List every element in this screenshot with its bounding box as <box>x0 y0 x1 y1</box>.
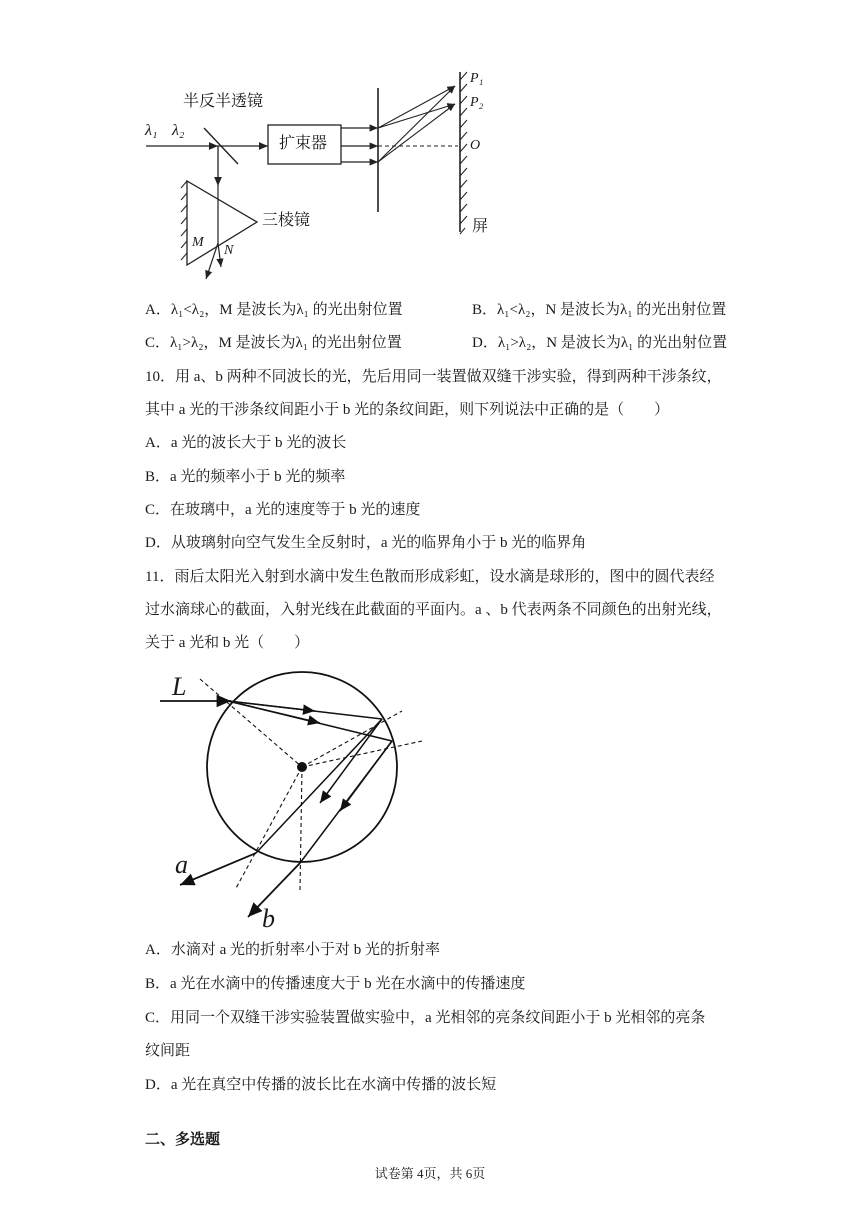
q9-option-a: A．λ₁<λ₂，M 是波长为λ₁ 的光出射位置 <box>145 302 403 318</box>
optical-setup-diagram <box>0 0 860 290</box>
section-title: 二、多选题 <box>145 1132 221 1148</box>
q9-option-c: C．λ₁>λ₂，M 是波长为λ₁ 的光出射位置 <box>145 335 402 351</box>
half-mirror-label: 半反半透镜 <box>183 93 264 110</box>
q11-option-b: B．a 光在水滴中的传播速度大于 b 光在水滴中的传播速度 <box>145 976 526 992</box>
prism-label: 三棱镜 <box>262 212 311 229</box>
q11-option-c-line1: C．用同一个双缝干涉实验装置做实验中，a 光相邻的亮条纹间距小于 b 光相邻的亮条 <box>145 1010 706 1026</box>
raindrop-diagram <box>0 665 860 935</box>
q10-option-a: A．a 光的波长大于 b 光的波长 <box>145 435 347 451</box>
point-m-label: M <box>192 235 204 250</box>
q9-option-d: D．λ₁>λ₂，N 是波长为λ₁ 的光出射位置 <box>472 335 728 351</box>
q11-option-d: D．a 光在真空中传播的波长比在水滴中传播的波长短 <box>145 1077 497 1093</box>
q11-stem-line1: 11．雨后太阳光入射到水滴中发生色散而形成彩虹，设水滴是球形的，图中的圆代表经 <box>145 569 715 585</box>
q10-option-c: C．在玻璃中，a 光的速度等于 b 光的速度 <box>145 502 421 518</box>
q10-option-b: B．a 光的频率小于 b 光的频率 <box>145 469 346 485</box>
lambda1-label: λ₁ <box>145 122 158 139</box>
q11-stem-line2: 过水滴球心的截面，入射光线在此截面的平面内。a 、b 代表两条不同颜色的出射光线， <box>145 602 722 618</box>
q11-stem-line3: 关于 a 光和 b 光（ ） <box>145 635 310 651</box>
figure-raindrop <box>0 665 860 935</box>
screen-label: 屏 <box>472 218 489 235</box>
p2-label: P₂ <box>470 95 484 110</box>
ray-a-label: a <box>175 850 188 879</box>
q11-option-a: A．水滴对 a 光的折射率小于对 b 光的折射率 <box>145 942 440 958</box>
point-o-label: O <box>470 138 481 153</box>
q9-option-b: B．λ₁<λ₂，N 是波长为λ₁ 的光出射位置 <box>472 302 727 318</box>
prism <box>187 181 257 265</box>
page-footer: 试卷第 4页，共 6页 <box>374 1166 486 1181</box>
exit-ray-a <box>180 853 256 885</box>
p1-label: P₁ <box>470 71 484 86</box>
ray-b-label: b <box>262 904 275 933</box>
lambda2-label: λ₂ <box>172 122 185 139</box>
q11-option-c-line2: 纹间距 <box>145 1043 191 1059</box>
figure-optical-setup <box>0 0 860 290</box>
q10-stem-line2: 其中 a 光的干涉条纹间距小于 b 光的条纹间距，则下列说法中正确的是（ ） <box>145 402 670 418</box>
expander-label: 扩束器 <box>279 135 328 152</box>
q10-option-d: D．从玻璃射向空气发生全反射时，a 光的临界角小于 b 光的临界角 <box>145 535 587 551</box>
q10-stem-line1: 10．用 a、b 两种不同波长的光，先后用同一装置做双缝干涉实验，得到两种干涉条纹， <box>145 369 722 385</box>
point-n-label: N <box>224 243 234 258</box>
ray-l-label: L <box>172 672 187 701</box>
